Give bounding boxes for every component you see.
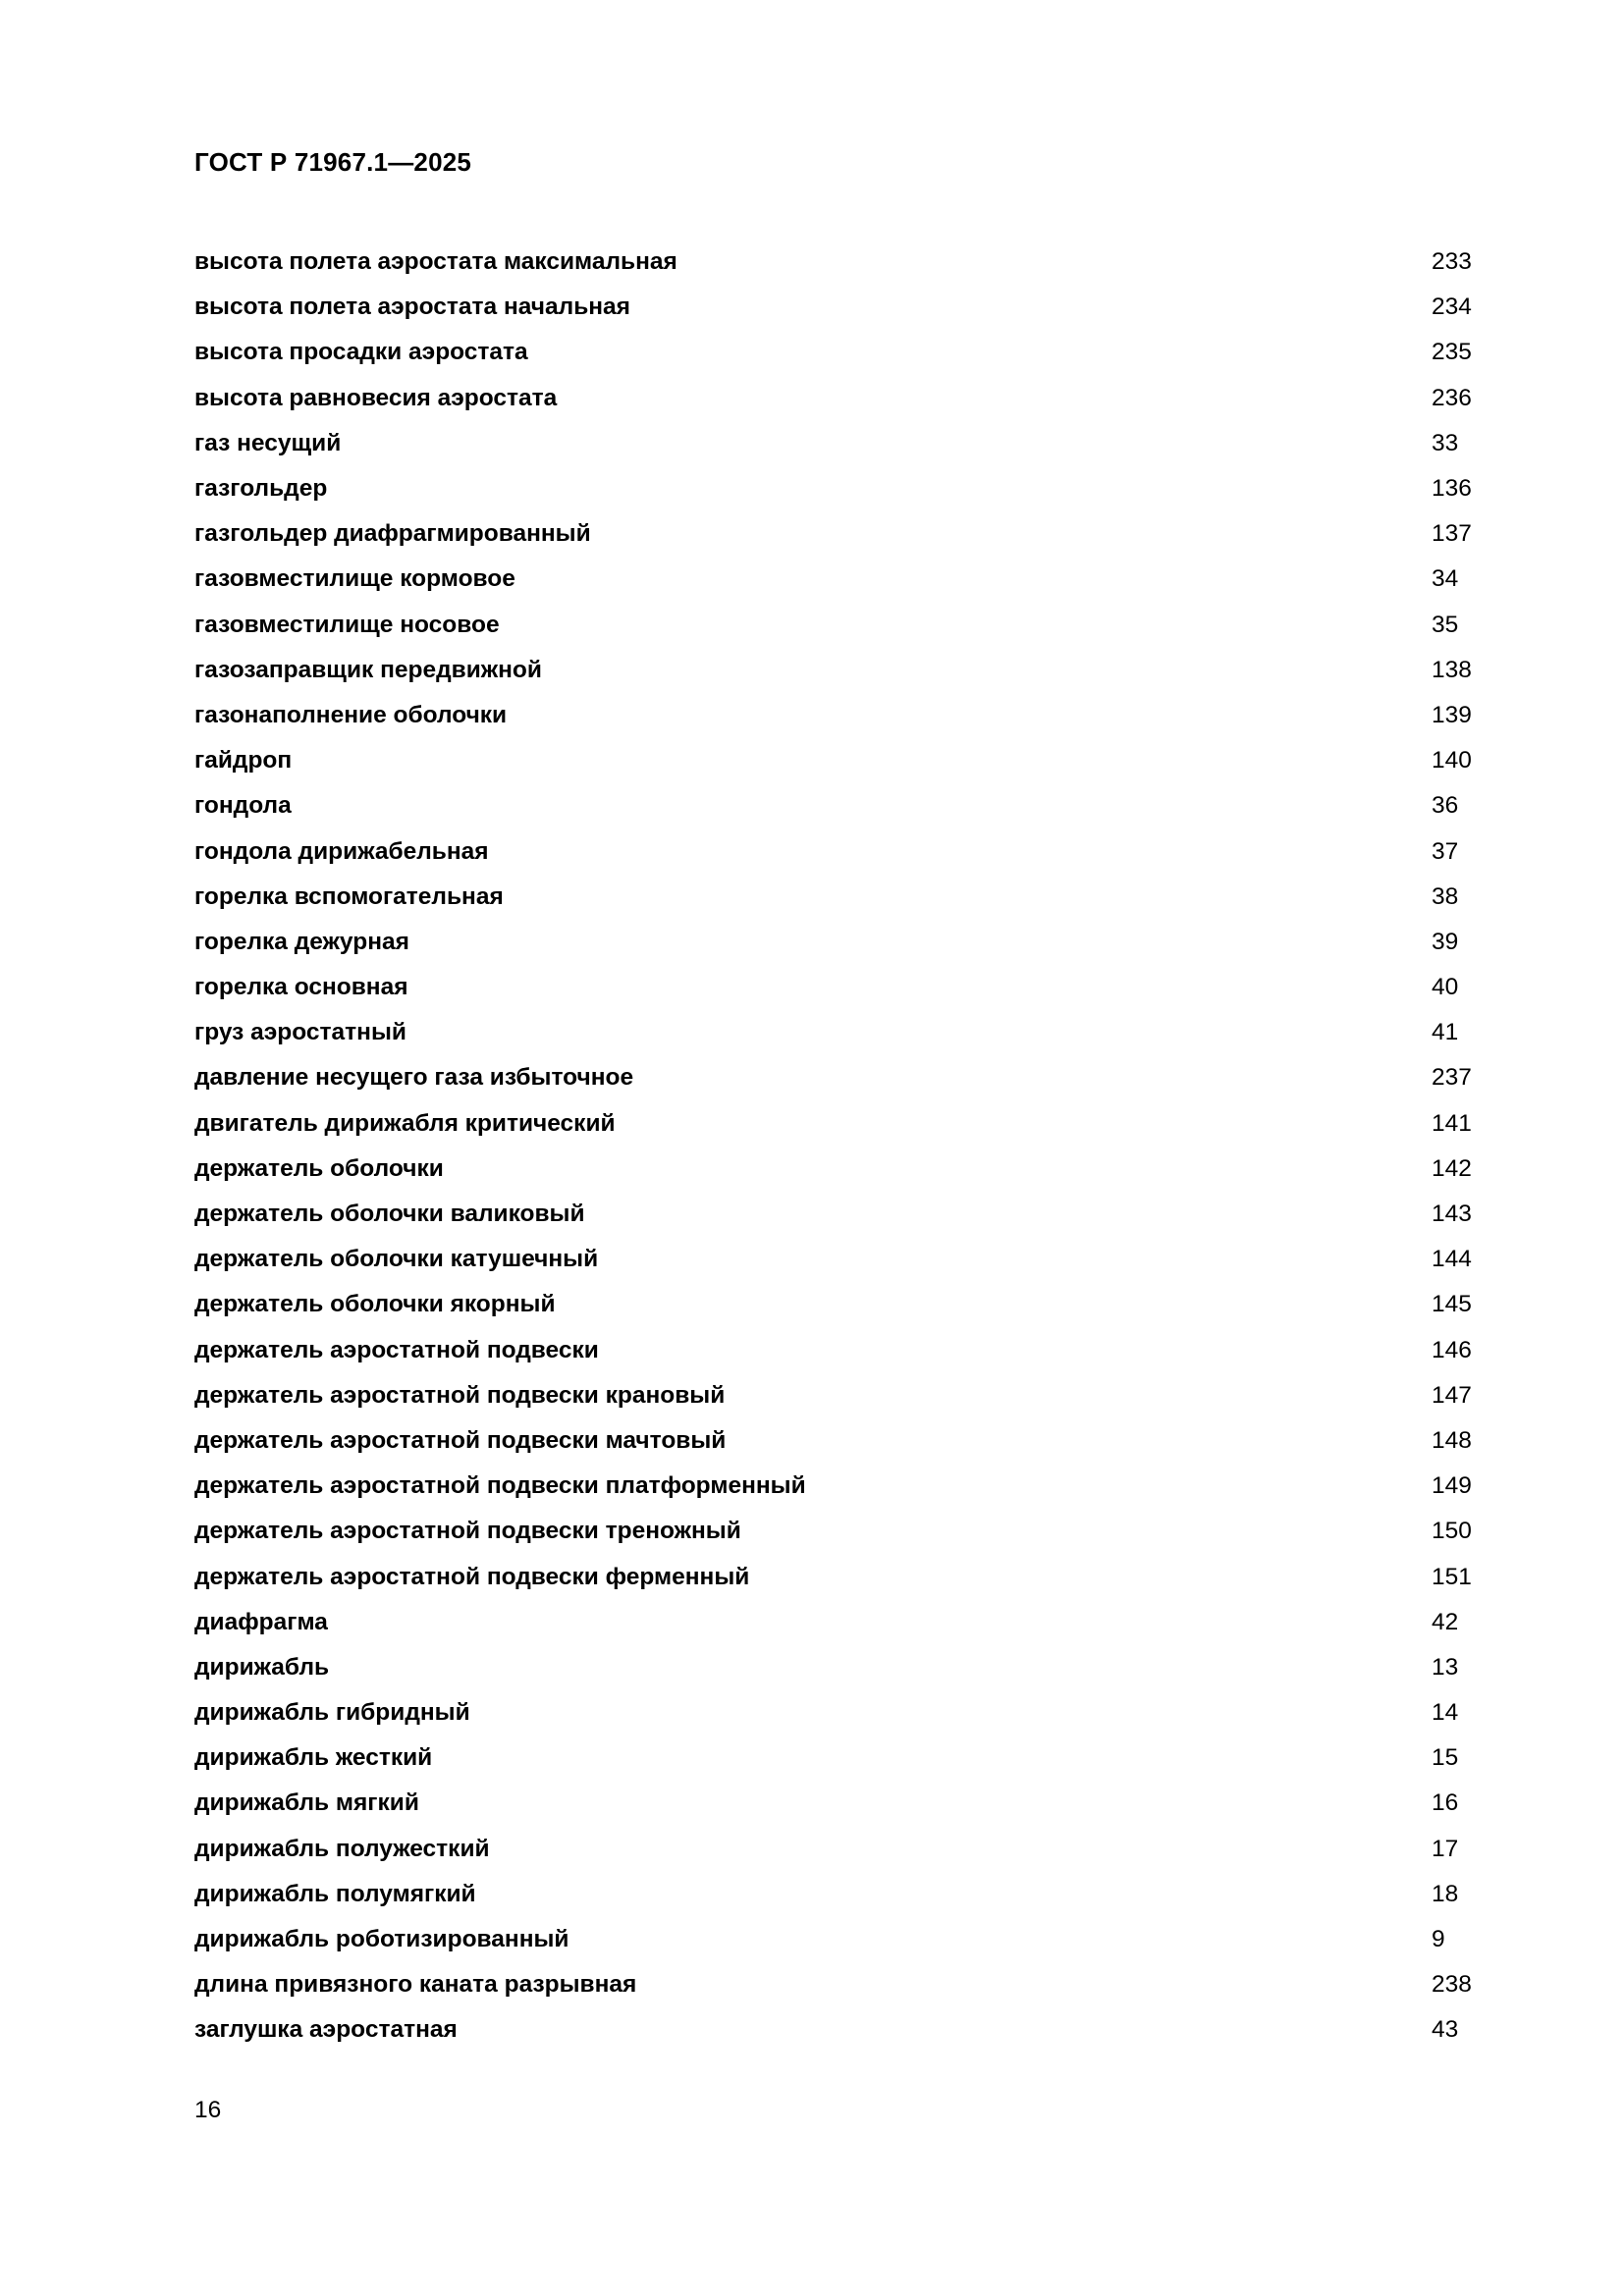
index-entry xyxy=(194,285,1481,330)
index-entry xyxy=(194,965,1481,1010)
index-entry xyxy=(194,828,1481,874)
index-entry xyxy=(194,1781,1481,1826)
index-entry xyxy=(194,240,1481,285)
index-entry xyxy=(194,1600,1481,1645)
index-term: держатель аэростатной подвески треножный xyxy=(194,1518,741,1545)
index-term-number: 147 xyxy=(1432,1381,1472,1409)
index-term: горелка основная xyxy=(194,974,408,1001)
index-term: держатель аэростатной подвески мачтовый xyxy=(194,1426,727,1454)
index-term-number: 35 xyxy=(1432,611,1459,638)
index-term: длина привязного каната разрывная xyxy=(194,1971,637,1999)
index-term: держатель аэростатной подвески ферменный xyxy=(194,1563,750,1590)
index-term-number: 233 xyxy=(1432,248,1472,276)
index-term: держатель оболочки якорный xyxy=(194,1291,556,1318)
index-entry xyxy=(194,1554,1481,1599)
index-term-number: 17 xyxy=(1432,1835,1459,1862)
index-term-number: 139 xyxy=(1432,701,1472,728)
index-term: дирижабль полумягкий xyxy=(194,1880,476,1907)
index-term-number: 9 xyxy=(1432,1926,1445,1953)
index-term-number: 18 xyxy=(1432,1880,1459,1907)
index-term: газонаполнение оболочки xyxy=(194,701,508,728)
index-term: дирижабль xyxy=(194,1653,330,1681)
index-term: дирижабль жесткий xyxy=(194,1744,433,1772)
index-term-number: 143 xyxy=(1432,1201,1472,1228)
index-term-number: 137 xyxy=(1432,520,1472,548)
index-term-number: 148 xyxy=(1432,1426,1472,1454)
index-entry xyxy=(194,1237,1481,1282)
index-term-number: 39 xyxy=(1432,928,1459,955)
index-entry xyxy=(194,2007,1481,2053)
index-entry xyxy=(194,1464,1481,1509)
index-entry xyxy=(194,557,1481,602)
index-term: гайдроп xyxy=(194,747,293,774)
index-term-number: 138 xyxy=(1432,656,1472,683)
index-term-number: 36 xyxy=(1432,792,1459,820)
index-entry xyxy=(194,1827,1481,1872)
index-entry xyxy=(194,376,1481,421)
index-term: держатель оболочки катушечный xyxy=(194,1246,599,1273)
index-term: диафрагма xyxy=(194,1608,328,1635)
index-term: давление несущего газа избыточное xyxy=(194,1064,634,1092)
index-term: держатель аэростатной подвески xyxy=(194,1336,599,1363)
index-term: держатель оболочки xyxy=(194,1154,444,1182)
index-term-number: 14 xyxy=(1432,1699,1459,1727)
index-entry xyxy=(194,511,1481,557)
index-term: дирижабль полужесткий xyxy=(194,1835,490,1862)
index-term: гондола xyxy=(194,792,292,820)
index-term: заглушка аэростатная xyxy=(194,2016,458,2044)
index-term: горелка вспомогательная xyxy=(194,882,504,910)
index-term: груз аэростатный xyxy=(194,1019,406,1046)
index-entry xyxy=(194,1509,1481,1554)
index-term-number: 145 xyxy=(1432,1291,1472,1318)
index-term-number: 235 xyxy=(1432,339,1472,366)
index-entry xyxy=(194,603,1481,648)
index-term: держатель оболочки валиковый xyxy=(194,1201,585,1228)
index-entry xyxy=(194,1917,1481,1962)
index-term-number: 43 xyxy=(1432,2016,1459,2044)
index-entry xyxy=(194,738,1481,783)
index-term: газгольдер xyxy=(194,475,328,503)
index-term-number: 13 xyxy=(1432,1653,1459,1681)
index-term-number: 38 xyxy=(1432,882,1459,910)
index-term-number: 40 xyxy=(1432,974,1459,1001)
index-term-number: 136 xyxy=(1432,475,1472,503)
index-entry xyxy=(194,693,1481,738)
index-entry xyxy=(194,1192,1481,1237)
index-entry xyxy=(194,1645,1481,1690)
index-term: высота равновесия аэростата xyxy=(194,384,558,411)
index-term-number: 15 xyxy=(1432,1744,1459,1772)
index-term: держатель аэростатной подвески крановый xyxy=(194,1381,726,1409)
index-term: горелка дежурная xyxy=(194,928,409,955)
index-term: высота полета аэростата максимальная xyxy=(194,248,677,276)
index-entry xyxy=(194,1962,1481,2007)
index-entry xyxy=(194,1872,1481,1917)
index-term-number: 236 xyxy=(1432,384,1472,411)
index-entry xyxy=(194,648,1481,693)
index-entry xyxy=(194,421,1481,466)
index-entry xyxy=(194,466,1481,511)
term-index-list xyxy=(194,240,1481,2054)
index-term-number: 140 xyxy=(1432,747,1472,774)
index-term: гондола дирижабельная xyxy=(194,837,489,865)
index-term-number: 146 xyxy=(1432,1336,1472,1363)
index-entry xyxy=(194,920,1481,965)
index-term: держатель аэростатной подвески платформенный xyxy=(194,1472,806,1500)
index-term-number: 144 xyxy=(1432,1246,1472,1273)
index-term-number: 42 xyxy=(1432,1608,1459,1635)
index-term-number: 34 xyxy=(1432,565,1459,593)
index-term-number: 151 xyxy=(1432,1563,1472,1590)
index-entry xyxy=(194,1101,1481,1147)
index-term-number: 237 xyxy=(1432,1064,1472,1092)
index-entry xyxy=(194,1690,1481,1735)
index-term-number: 238 xyxy=(1432,1971,1472,1999)
index-term-number: 234 xyxy=(1432,294,1472,321)
index-term: газовместилище кормовое xyxy=(194,565,515,593)
index-term: высота просадки аэростата xyxy=(194,339,528,366)
document-header: ГОСТ Р 71967.1—2025 xyxy=(194,147,472,177)
index-term-number: 16 xyxy=(1432,1789,1459,1817)
index-entry xyxy=(194,783,1481,828)
index-term: дирижабль роботизированный xyxy=(194,1926,569,1953)
index-entry xyxy=(194,1147,1481,1192)
index-term: газовместилище носовое xyxy=(194,611,500,638)
index-term: газгольдер диафрагмированный xyxy=(194,520,591,548)
index-term: высота полета аэростата начальная xyxy=(194,294,630,321)
index-term: дирижабль мягкий xyxy=(194,1789,419,1817)
index-entry xyxy=(194,1282,1481,1327)
index-entry xyxy=(194,1735,1481,1781)
index-term-number: 150 xyxy=(1432,1518,1472,1545)
index-entry xyxy=(194,1010,1481,1055)
index-entry xyxy=(194,1373,1481,1418)
index-term: газ несущий xyxy=(194,429,342,456)
page-number: 16 xyxy=(194,2097,222,2123)
index-term-number: 141 xyxy=(1432,1109,1472,1137)
index-term-number: 33 xyxy=(1432,429,1459,456)
index-entry xyxy=(194,1328,1481,1373)
index-entry xyxy=(194,1418,1481,1464)
index-term: двигатель дирижабля критический xyxy=(194,1109,616,1137)
index-term: газозаправщик передвижной xyxy=(194,656,542,683)
index-term: дирижабль гибридный xyxy=(194,1699,470,1727)
index-term-number: 37 xyxy=(1432,837,1459,865)
index-entry xyxy=(194,330,1481,375)
index-term-number: 149 xyxy=(1432,1472,1472,1500)
index-term-number: 142 xyxy=(1432,1154,1472,1182)
index-entry xyxy=(194,875,1481,920)
index-entry xyxy=(194,1055,1481,1100)
index-term-number: 41 xyxy=(1432,1019,1459,1046)
